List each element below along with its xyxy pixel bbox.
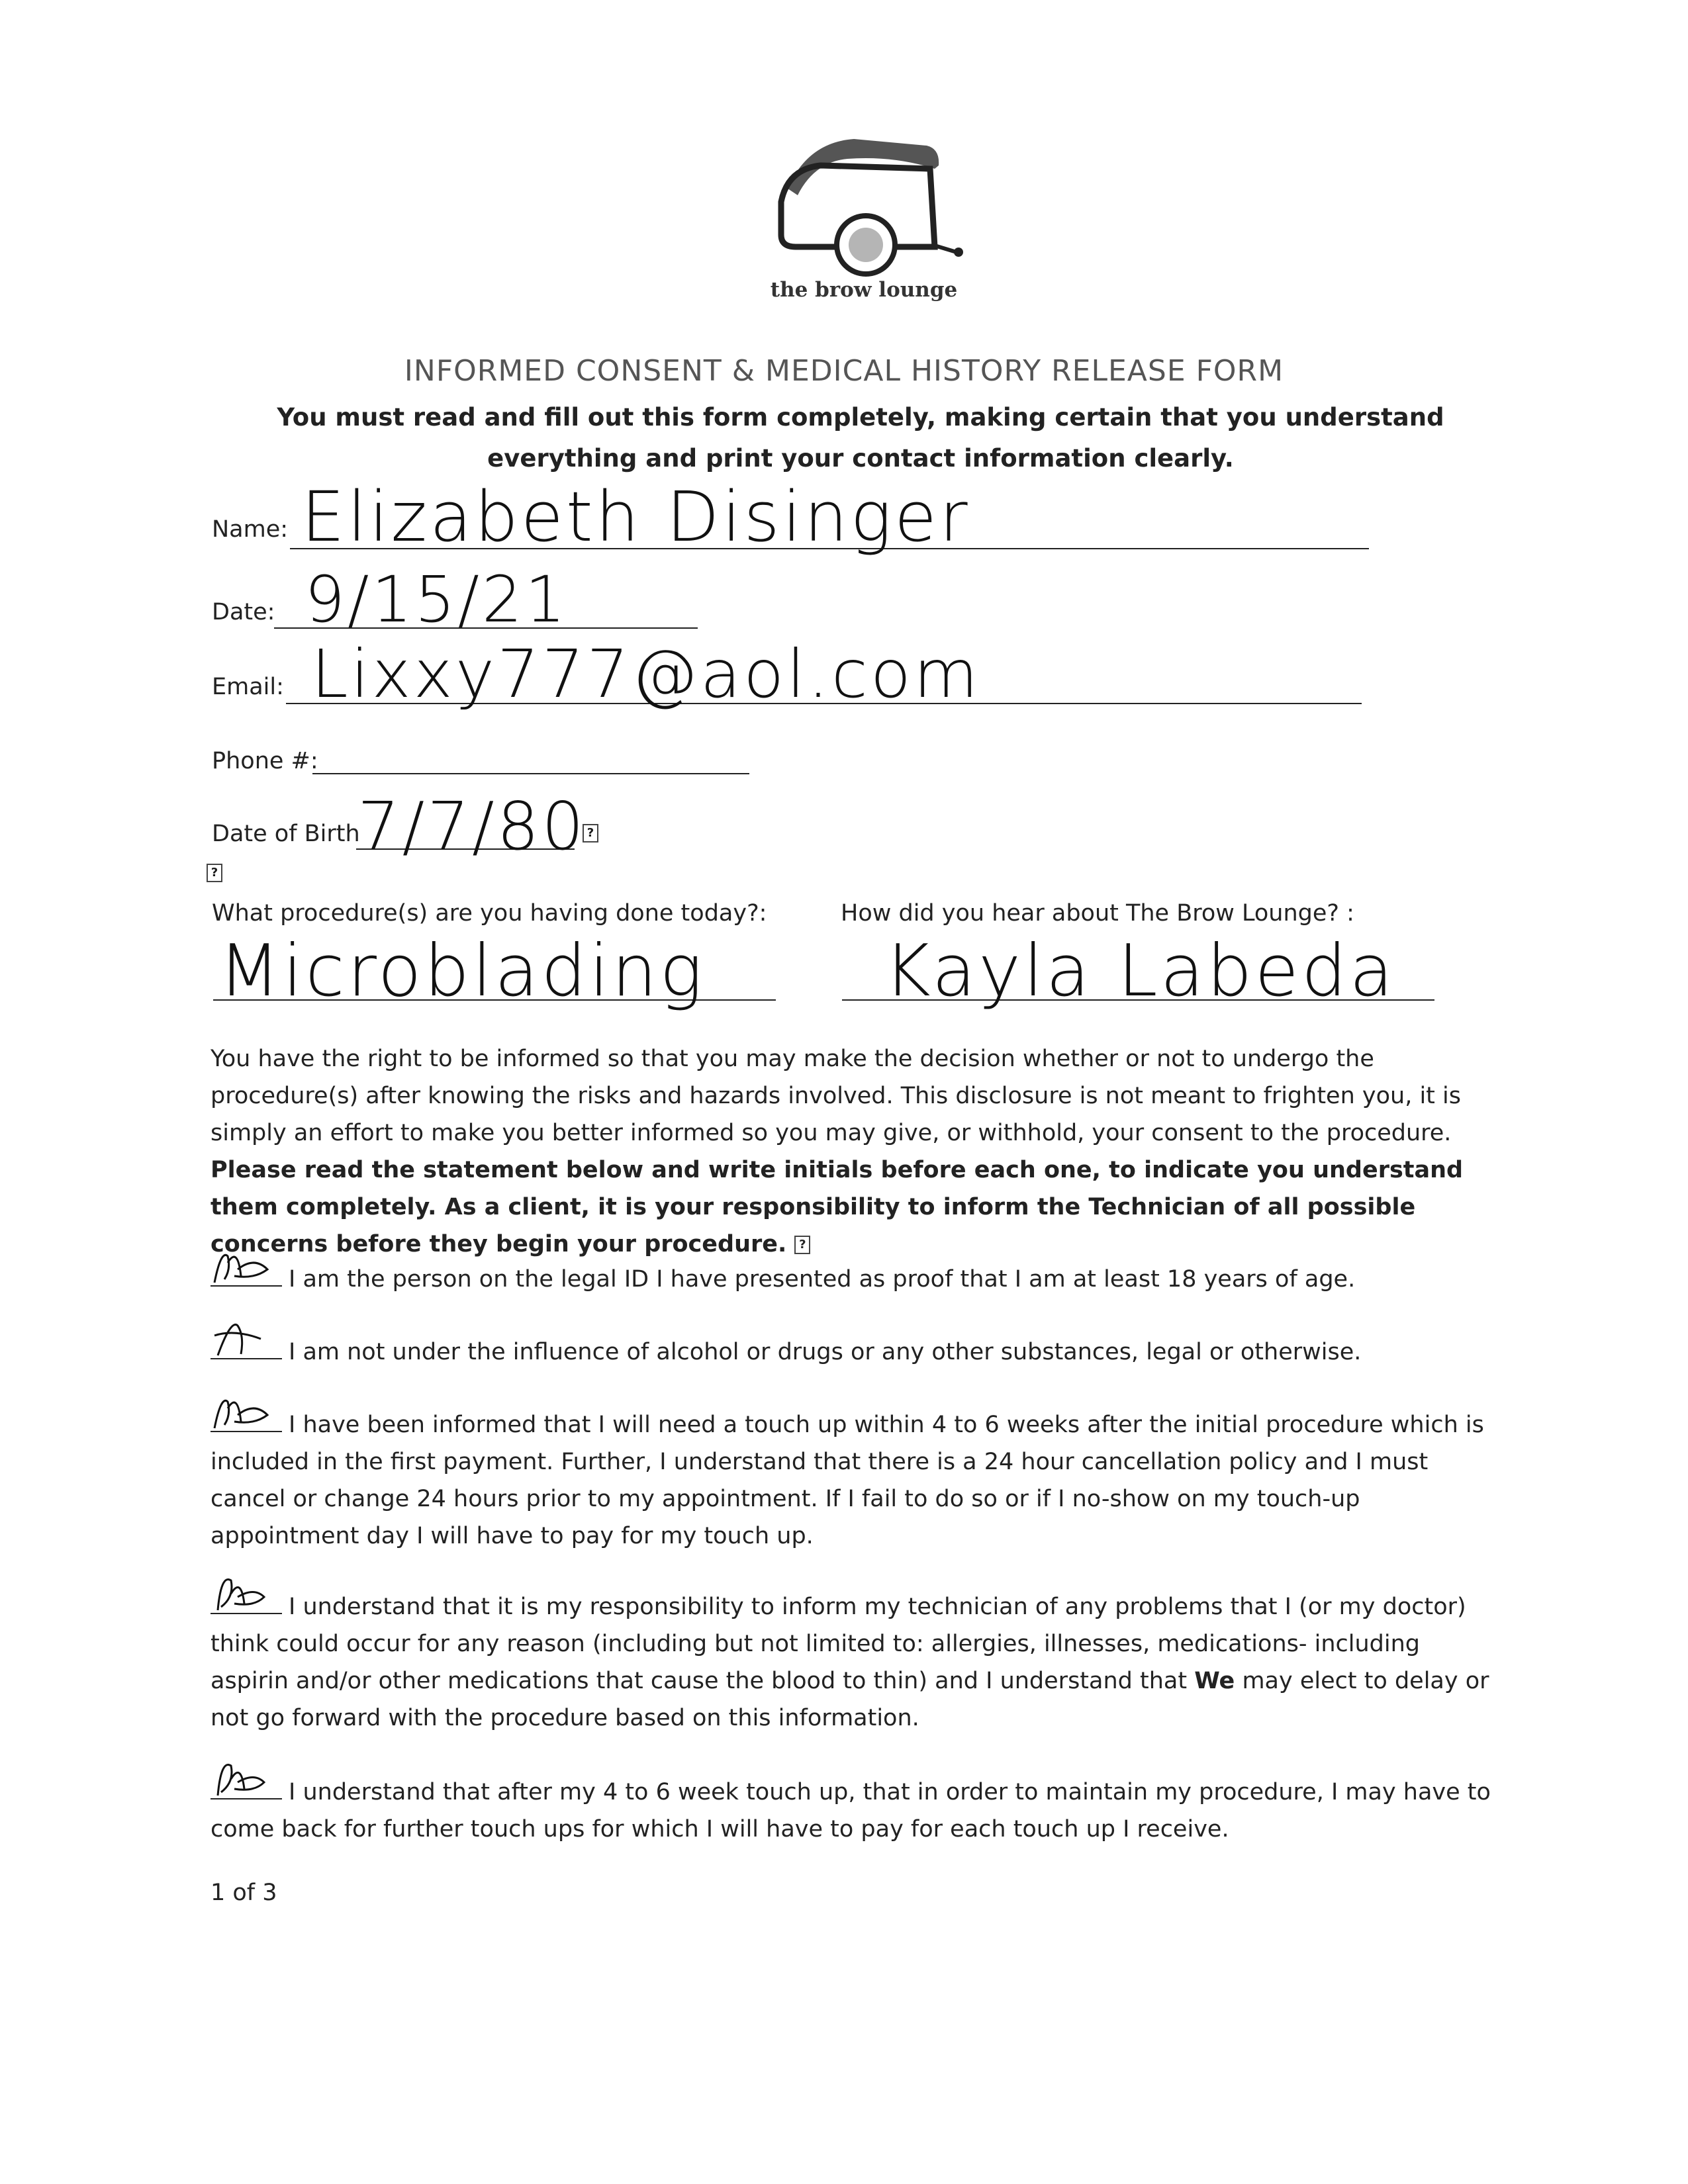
procedure-label: What procedure(s) are you having done today?: (212, 900, 767, 927)
statement-3-text: I have been informed that I will need a touch up within 4 to 6 weeks after the initial procedure which is included in the first payment. Further, I understand that there is a 24 hour cancellation policy and I must cancel or change 24 hours prior to my appointment. If I fail to do so or if I no-show on my touch-up appointment day I will have to pay for my touch up. (211, 1412, 1484, 1549)
date-value[interactable]: 9/15/21 (305, 563, 569, 637)
disclosure-intro: You have the right to be informed so that you may make the decision whether or not to undergo the procedure(s) after knowing the risks and hazards involved. This disclosure is not meant to frighten you, it is simply an effort to make you better informed so you may give, or withhold, your consent to the procedure. (211, 1046, 1461, 1146)
form-instructions: You must read and fill out this form completely, making certain that you understand everything and print your contact information clearly. (277, 403, 1444, 473)
statement-4 (211, 1588, 1495, 1737)
procedure-value[interactable]: Microblading (218, 930, 706, 1013)
initials-field[interactable] (211, 1338, 282, 1359)
initials-signature-icon (208, 1570, 287, 1617)
email-label: Email: (212, 674, 284, 700)
brand-logo (761, 129, 966, 328)
statement-4-text-b: may elect to delay or not go forward with the procedure based on this information. (211, 1668, 1489, 1731)
brow-lounge-logo-icon (761, 129, 966, 301)
page-number: 1 of 3 (211, 1880, 277, 1906)
phone-line[interactable] (312, 773, 749, 774)
statement-5 (211, 1774, 1495, 1848)
initials-signature-icon (208, 1316, 287, 1362)
date-label: Date: (212, 599, 275, 625)
initials-signature-icon (208, 1756, 287, 1802)
name-label: Name: (212, 516, 289, 543)
checkbox-glyph: ? (199, 864, 222, 882)
referral-label: How did you hear about The Brow Lounge? : (841, 900, 1354, 927)
statement-4-bold-word: We (1194, 1668, 1235, 1694)
dob-label: Date of Birth (212, 821, 360, 847)
statement-3 (211, 1406, 1495, 1555)
referral-value[interactable]: Kayla Labeda (884, 930, 1396, 1013)
checkbox-glyph: ? (794, 1236, 810, 1254)
statement-1 (211, 1261, 1495, 1298)
dob-value[interactable]: 7/7/80 (357, 788, 586, 865)
initials-field[interactable] (211, 1593, 282, 1614)
email-value[interactable]: Lixxy777@aol.com (311, 635, 981, 713)
statement-4-text-a: I understand that it is my responsibility to inform my technician of any problems that I (or my doctor) think could occur for any reason (including but not limited to: allergies, illnesses, medications- including aspirin and/or other medications that cause the blood to thin) and I understand that (211, 1594, 1466, 1694)
phone-label: Phone #: (212, 748, 318, 774)
form-title: INFORMED CONSENT & MEDICAL HISTORY RELEASE FORM (404, 354, 1284, 388)
checkbox-glyph: ? (575, 824, 598, 842)
initials-field[interactable] (211, 1778, 282, 1799)
disclosure-bold: Please read the statement below and write initials before each one, to indicate you understand them completely. As a client, it is your responsibility to inform the Technician of all possible concerns before they begin your procedure. (211, 1157, 1464, 1257)
name-value[interactable]: Elizabeth Disinger (301, 477, 970, 557)
statement-2 (211, 1334, 1495, 1371)
initials-signature-icon (208, 1243, 287, 1289)
initials-field[interactable] (211, 1411, 282, 1432)
logo-wordmark: the brow lounge (770, 278, 958, 302)
disclosure-paragraph (211, 1040, 1495, 1263)
initials-signature-icon (208, 1388, 287, 1435)
initials-field[interactable] (211, 1265, 282, 1287)
statement-1-text: I am the person on the legal ID I have presented as proof that I am at least 18 years of age. (289, 1266, 1356, 1293)
statement-5-text: I understand that after my 4 to 6 week touch up, that in order to maintain my procedure, I may have to come back for further touch ups for which I will have to pay for each touch up I receive. (211, 1779, 1491, 1843)
statement-2-text: I am not under the influence of alcohol or drugs or any other substances, legal or otherwise. (289, 1339, 1362, 1365)
